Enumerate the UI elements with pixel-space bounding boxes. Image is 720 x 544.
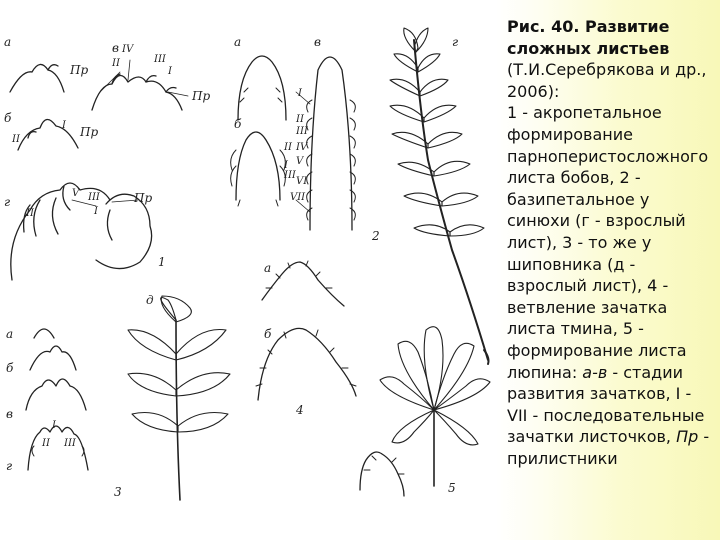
caption-line: базипетальное у <box>507 189 650 209</box>
label-1v-IV: IV <box>122 44 134 55</box>
label-1v-I: I <box>168 66 172 77</box>
leaflets-3d <box>128 296 230 432</box>
label-1v-stipule: Пр <box>192 89 211 103</box>
label-1g-I: I <box>94 206 98 217</box>
label-2b-II: II <box>284 142 292 153</box>
primordium-2b-outline <box>236 132 280 200</box>
label-4b: б <box>264 327 272 341</box>
primordium-1b-outline <box>18 119 78 150</box>
caption-line: формирование <box>507 124 633 144</box>
label-2v-II: II <box>296 114 304 125</box>
label-num-1: 1 <box>158 255 166 269</box>
label-1v-II: II <box>112 58 120 69</box>
palmate-leaflets-5 <box>380 327 490 445</box>
caption-italic-stages: а-в <box>582 362 608 382</box>
label-num-4: 4 <box>296 403 304 417</box>
label-2b-I: I <box>284 160 288 171</box>
primordium-4a <box>262 262 344 306</box>
label-3d: д <box>146 293 154 307</box>
label-2v-III: III <box>296 126 308 137</box>
figure-caption <box>507 16 719 469</box>
caption-title-line-2: сложных листьев <box>507 38 670 58</box>
label-1b-stipule: Пр <box>80 125 99 139</box>
label-4a: а <box>264 261 272 275</box>
label-2v-I: I <box>298 88 302 99</box>
label-1g: г <box>4 195 11 209</box>
label-1v: в <box>112 41 119 55</box>
label-2b: б <box>234 117 242 131</box>
label-1g-stipule: Пр <box>134 191 153 205</box>
caption-line: прилистники <box>507 448 618 468</box>
caption-line: синюхи (г - взрослый <box>507 211 686 231</box>
primordium-3g <box>28 426 88 470</box>
label-num-2: 2 <box>372 229 380 243</box>
caption-line: взрослый лист), 4 - <box>507 276 669 296</box>
caption-line: парноперистосложного <box>507 146 709 166</box>
label-1g-II: II <box>26 208 34 219</box>
label-3g-I: I <box>52 420 56 431</box>
caption-line: VII - последовательные <box>507 405 705 425</box>
label-1a: а <box>4 35 12 49</box>
label-3g: г <box>6 459 13 473</box>
label-2v-VI: VI <box>296 176 308 187</box>
label-2v-VII: VII <box>290 192 306 203</box>
rachis-3d <box>176 320 180 500</box>
primordium-2a-outline <box>238 56 286 120</box>
caption-text: зачатки листочков, <box>507 427 677 447</box>
label-2b-III: III <box>284 170 296 181</box>
caption-text: - <box>698 427 710 447</box>
primordium-1a-outline <box>10 64 64 92</box>
leaflets-2g <box>390 28 484 236</box>
label-2v-IV: IV <box>296 142 308 153</box>
caption-line: формирование листа <box>507 340 687 360</box>
label-1a-stipule: Пр <box>70 63 89 77</box>
caption-line: развития зачатков, I - <box>507 384 692 404</box>
primordium-3v <box>26 379 86 410</box>
label-1g-III: III <box>88 192 100 203</box>
caption-title-line-1: Рис. 40. Развитие <box>507 17 670 36</box>
caption-text: люпина: <box>507 362 583 382</box>
label-3b: б <box>6 361 14 375</box>
caption-line-stages <box>507 362 719 384</box>
label-3a: а <box>6 327 14 341</box>
caption-line: шиповника (д - <box>507 254 636 274</box>
caption-line: ветвление зачатка <box>507 297 668 317</box>
caption-italic-stipule: Пр <box>676 427 699 447</box>
caption-line: 2006): <box>507 81 560 101</box>
label-2v: в <box>314 35 321 49</box>
rachis-2g <box>414 40 488 360</box>
label-2v-V: V <box>296 156 304 167</box>
primordium-5-detail <box>360 452 404 496</box>
label-1b-II: II <box>12 134 20 145</box>
label-2g: г <box>452 35 459 49</box>
caption-line: листа тмина, 5 - <box>507 319 644 339</box>
label-3g-III: III <box>64 438 76 449</box>
label-3g-II: II <box>42 438 50 449</box>
label-1v-III: III <box>154 54 166 65</box>
label-3v: в <box>6 407 13 421</box>
label-num-3: 3 <box>114 485 122 499</box>
primordium-3a <box>34 329 54 338</box>
caption-panel <box>496 0 720 540</box>
caption-line: (Т.И.Серебрякова и др., <box>507 60 707 80</box>
primordium-1v-outline <box>92 75 182 110</box>
label-1b-I: I <box>62 120 66 131</box>
primordium-3b <box>30 346 76 370</box>
label-1b: б <box>4 111 12 125</box>
label-1g-V: V <box>72 188 80 199</box>
caption-line: лист), 3 - то же у <box>507 232 652 252</box>
label-2a: а <box>234 35 242 49</box>
caption-line-stipule <box>507 426 719 448</box>
primordium-4b <box>258 328 356 400</box>
caption-line: 1 - акропетальное <box>507 103 662 123</box>
caption-line: листа бобов, 2 - <box>507 168 641 188</box>
caption-text: - стадии <box>607 362 684 382</box>
label-num-5: 5 <box>448 481 456 495</box>
primordium-2v-outline <box>310 57 352 230</box>
